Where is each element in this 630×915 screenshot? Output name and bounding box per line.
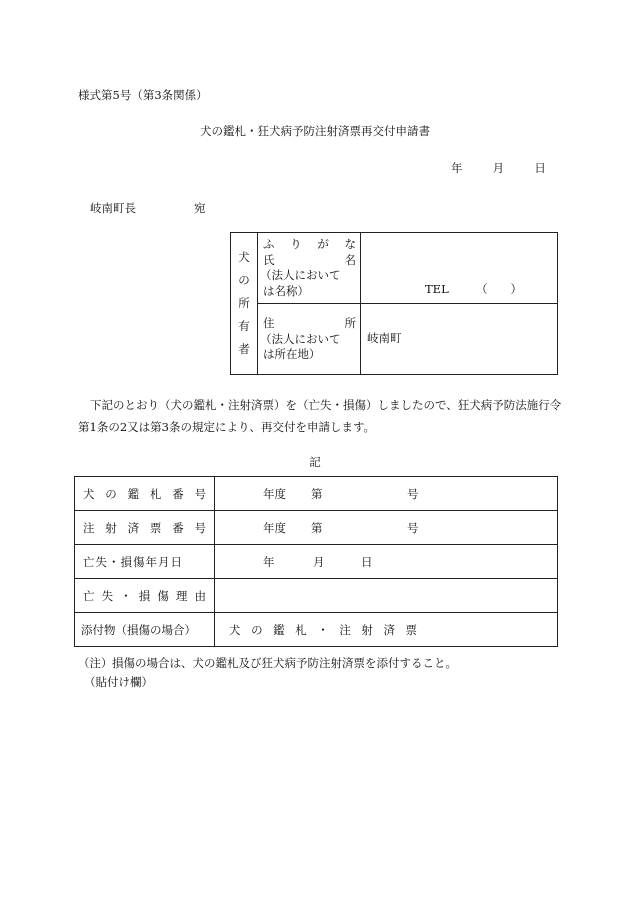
- request-body: 下記のとおり（犬の鑑札・注射済票）を（亡失・損傷）しましたので、狂犬病予防法施行令第1条の2又は第3条の規定により、再交付を申請します。: [78, 398, 562, 434]
- note: [78, 655, 457, 671]
- attach-char: 札: [295, 622, 307, 637]
- tel-text: TEL: [425, 282, 449, 296]
- table-row: [75, 477, 558, 511]
- tel-paren: （ ）: [476, 282, 523, 296]
- furigana-label: [263, 237, 356, 253]
- owner-label-char: の: [238, 273, 250, 287]
- label-char: 射: [105, 520, 117, 535]
- attach-char: の: [251, 622, 263, 637]
- furigana-char: が: [317, 237, 329, 251]
- addressee-name: 岐南町長: [90, 201, 136, 215]
- loss-reason-label: [75, 579, 215, 613]
- attach-char: 済: [383, 622, 395, 637]
- document-title: 犬の鑑札・狂犬病予防注射済票再交付申請書: [200, 124, 430, 138]
- year-suffix: 年度: [263, 487, 286, 501]
- dai-prefix: 第: [311, 487, 323, 501]
- label-char: 亡: [83, 588, 95, 603]
- injection-number-label: [75, 511, 215, 545]
- owner-label-char: 所: [238, 296, 250, 310]
- owner-label-char: 者: [238, 342, 250, 356]
- label-char: 号: [194, 520, 206, 535]
- table-row: [75, 545, 558, 579]
- loss-date-text: 亡失・損傷年月日: [83, 554, 183, 569]
- dai-prefix: 第: [311, 521, 323, 535]
- tag-number-field[interactable]: [215, 477, 558, 511]
- date-day: 日: [534, 161, 546, 175]
- address-note-1: （法人において: [260, 331, 341, 346]
- attach-char: 鑑: [273, 622, 285, 637]
- name-label-char: 氏: [263, 252, 275, 267]
- loss-date-field[interactable]: [215, 545, 558, 579]
- furigana-char: な: [344, 237, 356, 251]
- attachments-text: 添付物（損傷の場合）: [81, 622, 196, 637]
- furigana-char: ふ: [263, 237, 275, 251]
- addressee: [90, 200, 206, 216]
- month-suffix: 月: [313, 555, 325, 569]
- address-label-char: 所: [344, 316, 356, 330]
- address-label: [263, 316, 356, 332]
- attachments-field[interactable]: [215, 613, 558, 647]
- address-note-2: は所在地）: [263, 347, 321, 361]
- attach-char: 犬: [229, 622, 241, 637]
- label-char: 失: [101, 588, 114, 603]
- ki-heading: 記: [309, 455, 321, 469]
- label-char: 番: [172, 486, 184, 501]
- owner-address-field[interactable]: [361, 304, 558, 375]
- tag-number-label: [75, 477, 215, 511]
- loss-date-label: [75, 545, 215, 579]
- injection-number-field[interactable]: [215, 511, 558, 545]
- details-table: [74, 476, 558, 647]
- request-text: [78, 394, 568, 438]
- owner-label-char: 有: [238, 319, 250, 333]
- label-char: 票: [149, 520, 162, 535]
- date-line: [451, 160, 546, 176]
- tel-label: [425, 281, 522, 297]
- owner-label-char: 犬: [238, 250, 250, 264]
- name-label-char: 名: [344, 252, 356, 267]
- label-char: 損: [138, 588, 151, 603]
- label-char: 理: [175, 588, 188, 603]
- label-char: ・: [120, 588, 132, 603]
- attach-char: 票: [405, 622, 417, 637]
- attach-char: 射: [361, 622, 373, 637]
- attachments-label: [75, 613, 215, 647]
- label-char: 番: [172, 520, 184, 535]
- name-label: [263, 253, 356, 269]
- label-char: の: [105, 486, 117, 501]
- owner-label: [231, 233, 258, 375]
- date-month: 月: [492, 161, 505, 175]
- addressee-suffix: 宛: [194, 201, 206, 215]
- loss-reason-field[interactable]: [215, 579, 558, 613]
- table-row: [75, 511, 558, 545]
- year-suffix: 年度: [263, 521, 286, 535]
- label-char: 鑑: [127, 486, 140, 501]
- address-value: 岐南町: [367, 331, 402, 345]
- table-row: [75, 579, 558, 613]
- note-text: 損傷の場合は、犬の鑑札及び狂犬病予防注射済票を添付すること。: [112, 656, 457, 670]
- owner-name-field[interactable]: [361, 233, 558, 304]
- form-number: 様式第5号（第3条関係）: [78, 88, 208, 102]
- year-suffix: 年: [263, 555, 275, 569]
- day-suffix: 日: [361, 555, 373, 569]
- attach-char: ・: [317, 622, 329, 637]
- name-label-cell: [258, 233, 361, 304]
- label-char: 犬: [83, 486, 95, 501]
- name-note-2: は名称）: [263, 283, 309, 298]
- name-note-1: （法人において: [260, 268, 341, 282]
- go-suffix: 号: [407, 521, 419, 535]
- note-label: （注）: [78, 656, 113, 670]
- label-char: 傷: [157, 588, 169, 603]
- go-suffix: 号: [407, 487, 419, 501]
- address-label-cell: [258, 304, 361, 375]
- owner-table: [230, 232, 558, 375]
- label-char: 済: [127, 520, 140, 535]
- furigana-char: り: [290, 237, 302, 251]
- table-row: [75, 613, 558, 647]
- label-char: 由: [194, 588, 206, 603]
- date-year: 年: [451, 161, 463, 175]
- paste-area-label: （貼付け欄）: [84, 675, 153, 689]
- label-char: 号: [194, 486, 206, 501]
- attach-char: 注: [339, 622, 351, 637]
- label-char: 注: [83, 520, 95, 535]
- address-label-char: 住: [263, 316, 275, 330]
- label-char: 札: [149, 486, 162, 501]
